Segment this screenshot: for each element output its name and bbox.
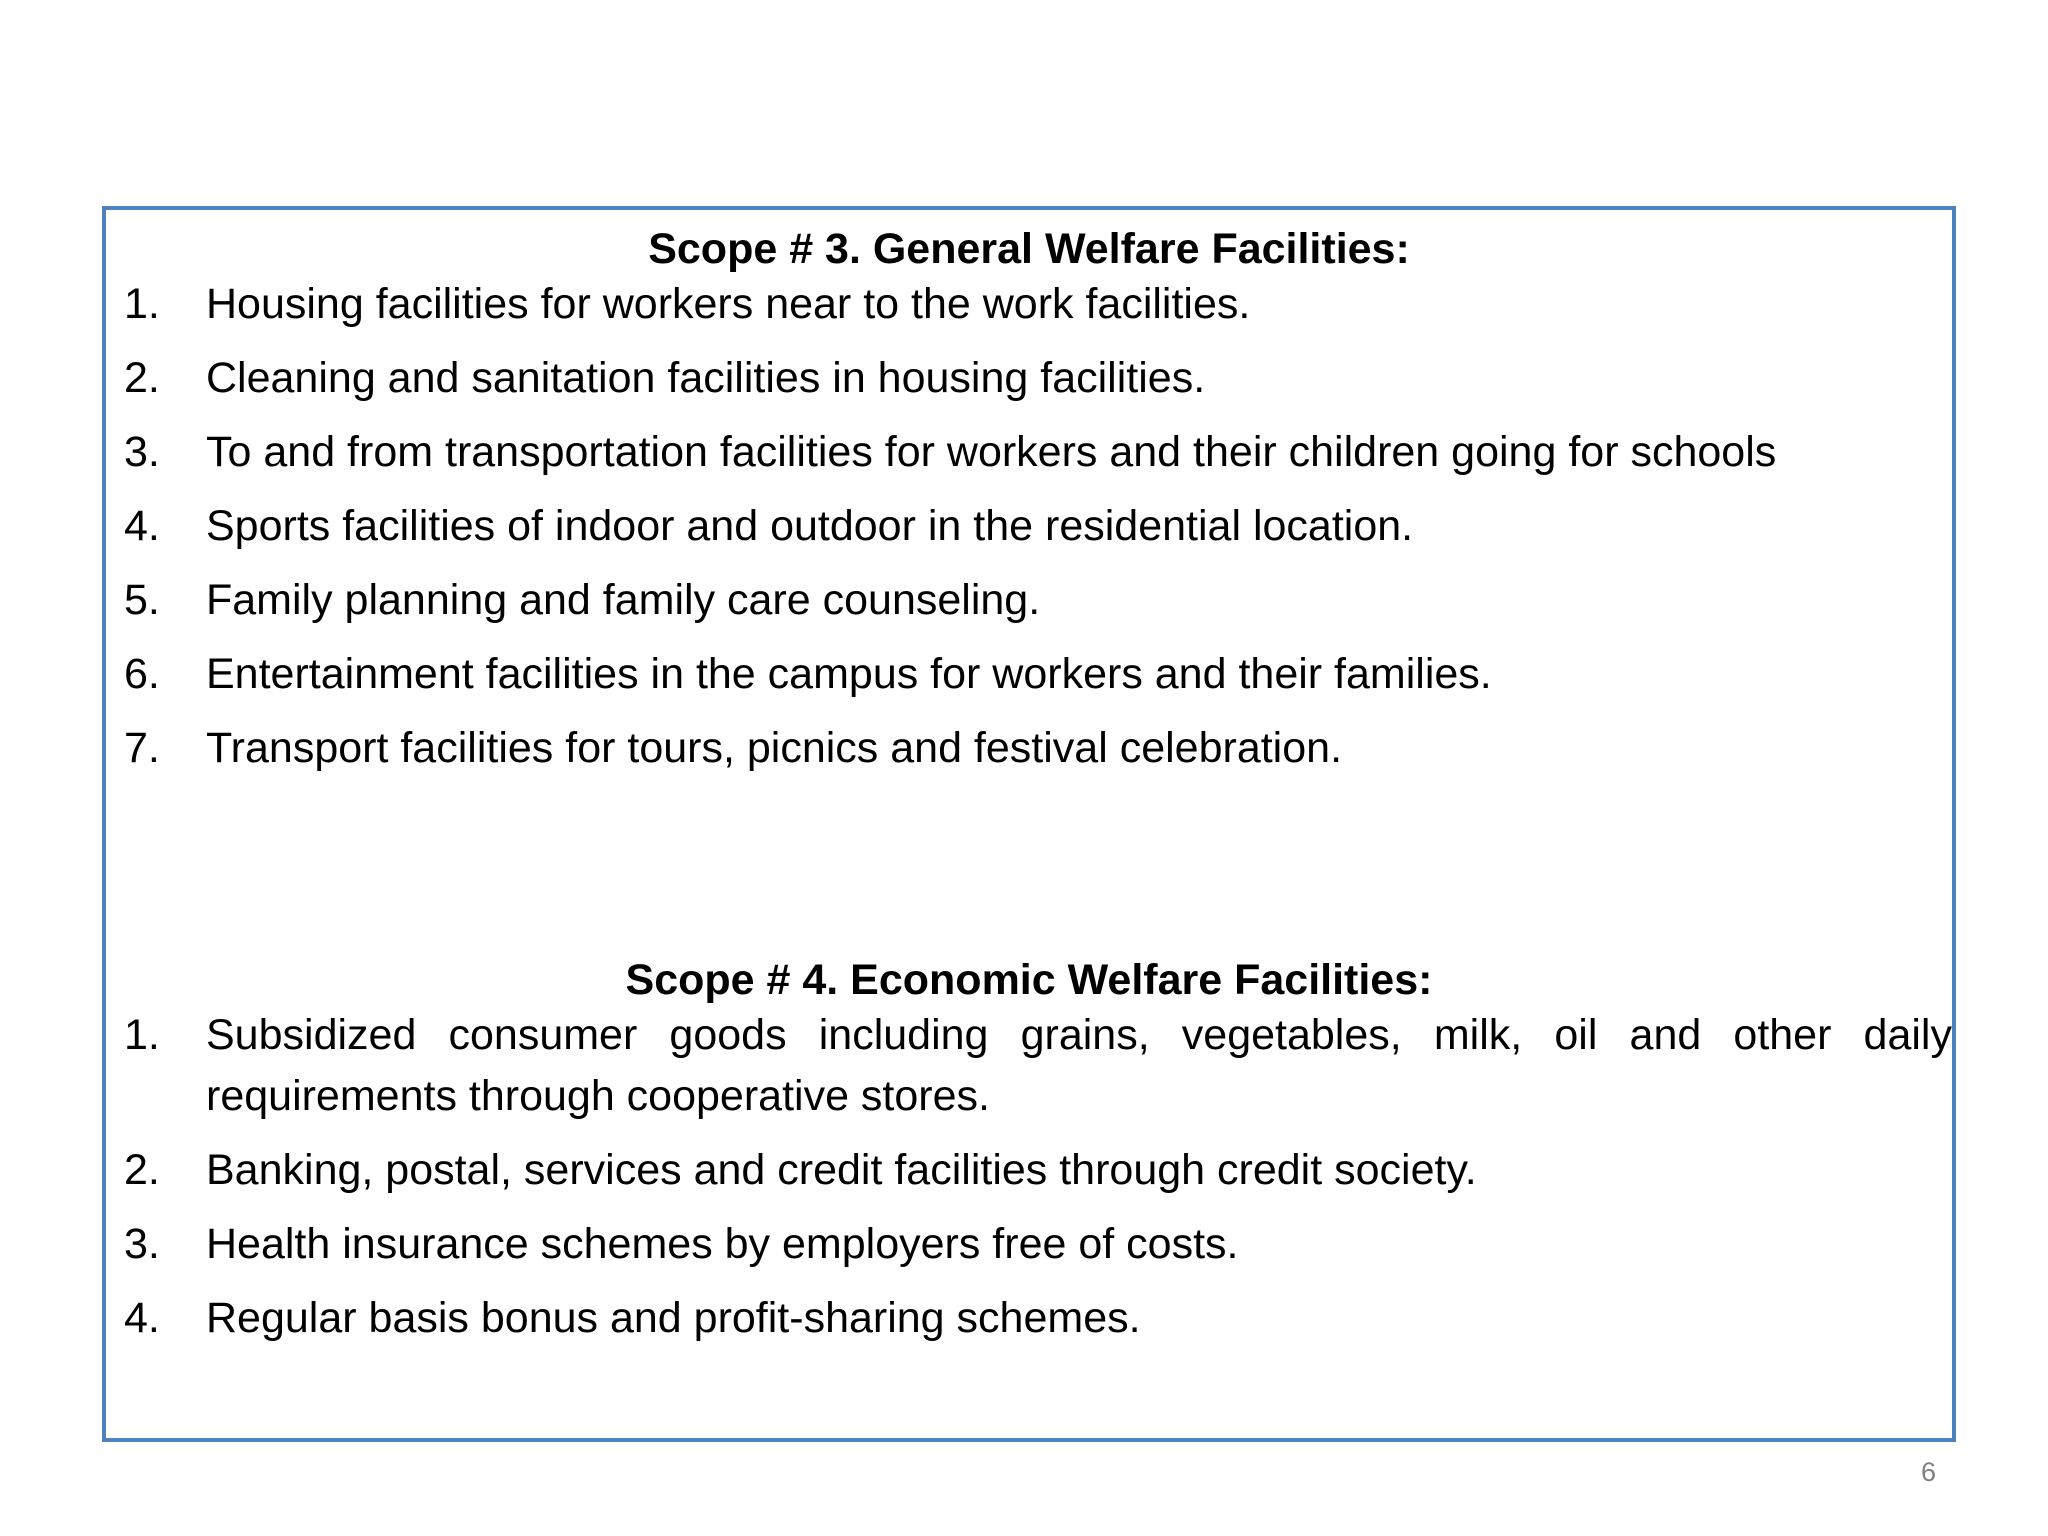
- list-item-text: Regular basis bonus and profit-sharing schemes.: [206, 1294, 1141, 1342]
- list-item-number: 2.: [124, 354, 160, 402]
- list-item: [124, 348, 1952, 409]
- list-item: [124, 1214, 1952, 1275]
- list-item-number: 3.: [124, 1220, 160, 1268]
- section-4-list: [124, 1005, 1952, 1362]
- list-item: [124, 570, 1952, 631]
- list-item-text: Housing facilities for workers near to the work facilities.: [206, 280, 1251, 328]
- content-frame: [102, 206, 1956, 1442]
- list-item: [124, 644, 1952, 705]
- list-item-text: Health insurance schemes by employers free of costs.: [206, 1220, 1239, 1268]
- list-item: [124, 1140, 1952, 1201]
- list-item-text: Subsidized consumer goods including grains, vegetables, milk, oil and other daily requirements through cooperative stores.: [206, 1011, 1952, 1120]
- list-item-text: Cleaning and sanitation facilities in housing facilities.: [206, 354, 1206, 402]
- list-item-number: 4.: [124, 1294, 160, 1342]
- page-number: 6: [1920, 1457, 1936, 1487]
- list-item-text: Banking, postal, services and credit facilities through credit society.: [206, 1146, 1477, 1194]
- list-item-text: Family planning and family care counseling.: [206, 576, 1041, 624]
- list-item-number: 5.: [124, 576, 160, 624]
- list-item-text: Transport facilities for tours, picnics and festival celebration.: [206, 724, 1343, 772]
- section-3-list: [124, 274, 1952, 792]
- list-item: [124, 718, 1952, 779]
- list-item-number: 3.: [124, 428, 160, 476]
- section-3-heading: Scope # 3. General Welfare Facilities:: [648, 225, 1410, 273]
- list-item: [124, 274, 1952, 335]
- list-item-number: 4.: [124, 502, 160, 550]
- section-4-heading: Scope # 4. Economic Welfare Facilities:: [625, 956, 1433, 1004]
- list-item-number: 6.: [124, 650, 160, 698]
- list-item-text: Sports facilities of indoor and outdoor in the residential location.: [206, 502, 1414, 550]
- list-item-text: To and from transportation facilities for workers and their children going for schools: [206, 428, 1777, 476]
- list-item-number: 7.: [124, 724, 160, 772]
- list-item-number: 1.: [124, 280, 160, 328]
- list-item-number: 1.: [124, 1011, 160, 1059]
- list-item: [124, 1288, 1952, 1349]
- list-item: [124, 422, 1952, 483]
- list-item: [124, 496, 1952, 557]
- list-item: [124, 1005, 1952, 1127]
- list-item-number: 2.: [124, 1146, 160, 1194]
- list-item-text: Entertainment facilities in the campus for workers and their families.: [206, 650, 1492, 698]
